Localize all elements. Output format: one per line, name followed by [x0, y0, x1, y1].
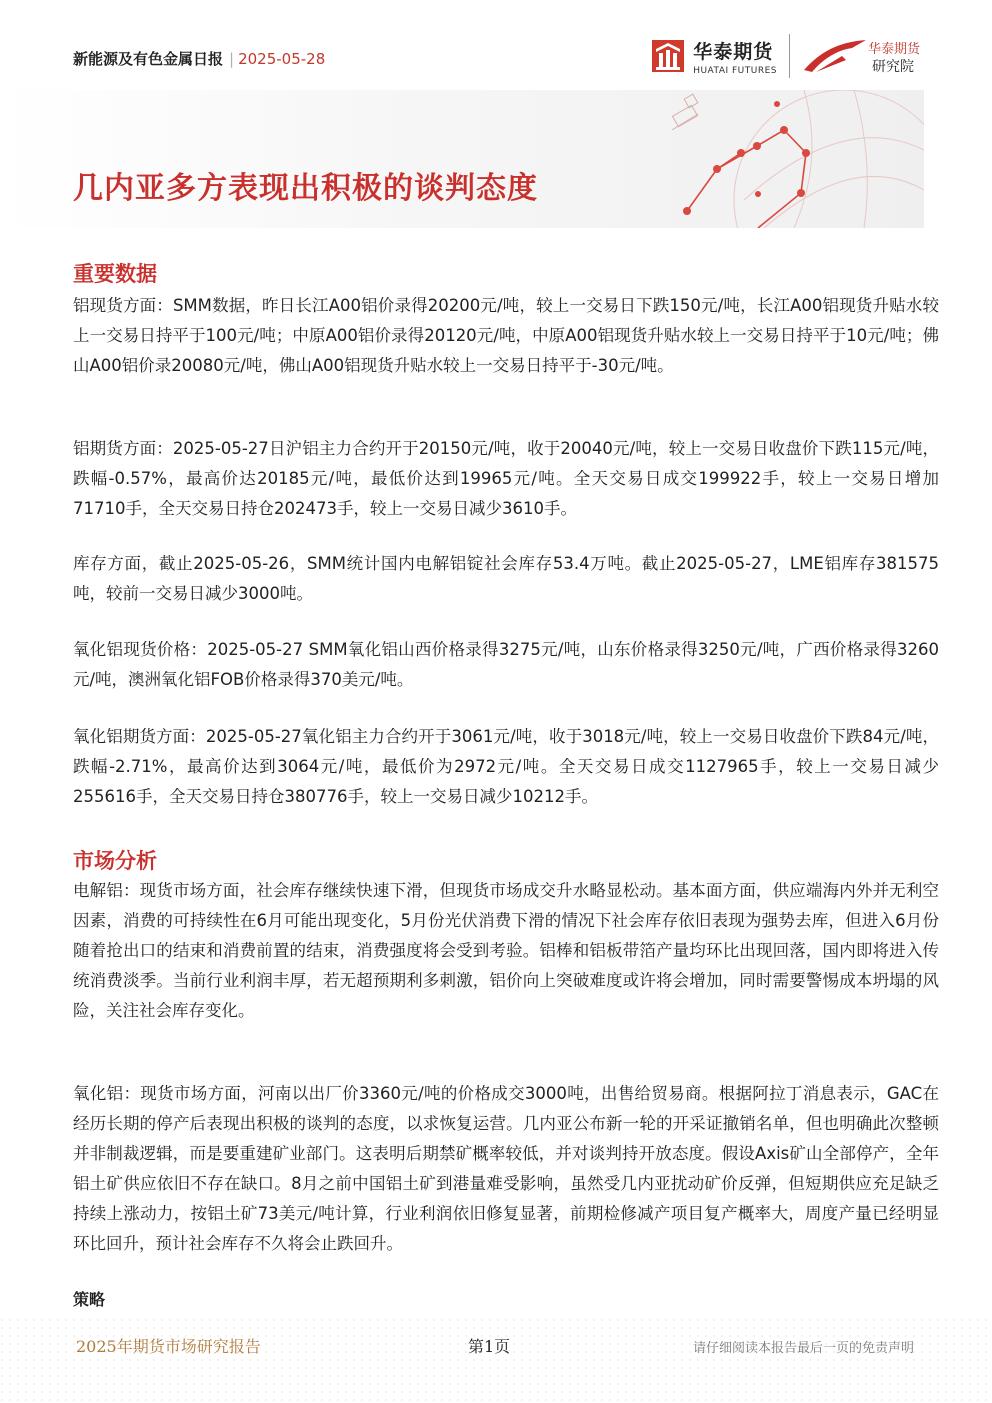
report-name: 新能源及有色金属日报 — [73, 50, 224, 68]
page-footer — [0, 1318, 992, 1403]
footer-report-series: 2025年期货市场研究报告 — [76, 1337, 261, 1356]
paragraph-inventory: 库存方面，截止2025-05-26，SMM统计国内电解铝锭社会库存53.4万吨。截止2025-05-27，LME铝库存381575吨，较前一交易日减少3000吨。 — [73, 554, 939, 603]
header-separator: | — [229, 50, 235, 68]
institute-line1: 华泰期货 — [867, 42, 920, 57]
section-heading-market-analysis: 市场分析 — [73, 849, 157, 873]
paragraph-electrolytic-aluminum: 电解铝：现货市场方面，社会库存继续快速下滑，但现货市场成交升水略显松动。基本面方面，供应端海内外并无利空因素，消费的可持续性在6月可能出现变化，5月份光伏消费下滑的情况下社会库存依旧表现为强势去库，但进入6月份随着抢出口的结束和消费前置的结束，消费强度将会受到考验。铝棒和铝板带箔产量均环比出现回落，国内即将进入传统消费淡季。当前行业利润丰厚，若无超预期利多刺激，铝价向上突破难度或许将会增加，同时需要警惕成本坍塌的风险，关注社会库存变化。 — [73, 881, 939, 1020]
section-heading-key-data: 重要数据 — [73, 262, 157, 286]
paragraph-aluminum-spot: 铝现货方面：SMM数据，昨日长江A00铝价录得20200元/吨，较上一交易日下跌150元/吨，长江A00铝现货升贴水较上一交易日持平于100元/吨；中原A00铝价录得20120元/吨，中原A00铝现货升贴水较上一交易日持平于10元/吨；佛山A00铝价录20080元/吨，佛山A00铝现货升贴水较上一交易日持平于-30元/吨。 — [73, 296, 939, 375]
huatai-futures-logo — [651, 37, 777, 76]
paragraph-alumina-futures: 氧化铝期货方面：2025-05-27氧化铝主力合约开于3061元/吨，收于3018元/吨，较上一交易日收盘价下跌84元/吨，跌幅-2.71%，最高价达到3064元/吨，最低价为2972元/吨。全天交易日成交1127965手，较上一交易日减少255616手，全天交易日持仓380776手，较上一交易日减少10212手。 — [73, 727, 939, 806]
institute-swoosh-icon — [802, 34, 872, 78]
paragraph-alumina-spot: 氧化铝现货价格：2025-05-27 SMM氧化铝山西价格录得3275元/吨，山东价格录得3250元/吨，广西价格录得3260元/吨，澳洲氧化铝FOB价格录得370美元/吨。 — [73, 640, 939, 689]
section-heading-strategy: 策略 — [73, 1290, 106, 1309]
company-name-en: HUATAI FUTURES — [693, 65, 777, 76]
report-date: 2025-05-28 — [238, 50, 326, 68]
paragraph-aluminum-futures: 铝期货方面：2025-05-27日沪铝主力合约开于20150元/吨，收于20040元/吨，较上一交易日收盘价下跌115元/吨，跌幅-0.57%，最高价达20185元/吨，最低价达到19965元/吨。全天交易日成交199922手，较上一交易日增加71710手，全天交易日持仓202473手，较上一交易日减少3610手。 — [73, 439, 939, 518]
footer-disclaimer-note: 请仔细阅读本报告最后一页的免责声明 — [692, 1341, 914, 1356]
network-graphic-icon — [624, 90, 924, 228]
title-banner — [0, 90, 924, 228]
company-name-cn: 华泰期货 — [693, 40, 774, 63]
report-header — [73, 48, 325, 69]
institute-logo — [802, 34, 920, 78]
paragraph-alumina-analysis: 氧化铝：现货市场方面，河南以出厂价3360元/吨的价格成交3000吨，出售给贸易商。根据阿拉丁消息表示，GAC在经历长期的停产后表现出积极的谈判的态度，以求恢复运营。几内亚公布新一轮的开采证撤销名单，但也明确此次整顿并非制裁逻辑，而是要重建矿业部门。这表明后期禁矿概率较低，并对谈判持开放态度。假设Axis矿山全部停产，全年铝土矿供应依旧不存在缺口。8月之前中国铝土矿到港量难受影响，虽然受几内亚扰动矿价反弹，但短期供应充足缺乏持续上涨动力，按铝土矿73美元/吨计算，行业利润依旧修复显著，前期检修减产项目复产概率大，周度产量已经明显环比回升，预计社会库存不久将会止跌回升。 — [73, 1084, 939, 1253]
footer-page-number: 第1页 — [468, 1337, 511, 1356]
logo-divider — [789, 34, 790, 78]
logo-area — [651, 34, 920, 78]
huatai-logo-icon — [651, 39, 685, 73]
footer-dot-pattern-icon — [0, 1318, 992, 1403]
page-title: 几内亚多方表现出积极的谈判态度 — [73, 171, 538, 206]
institute-line2: 研究院 — [872, 59, 914, 75]
